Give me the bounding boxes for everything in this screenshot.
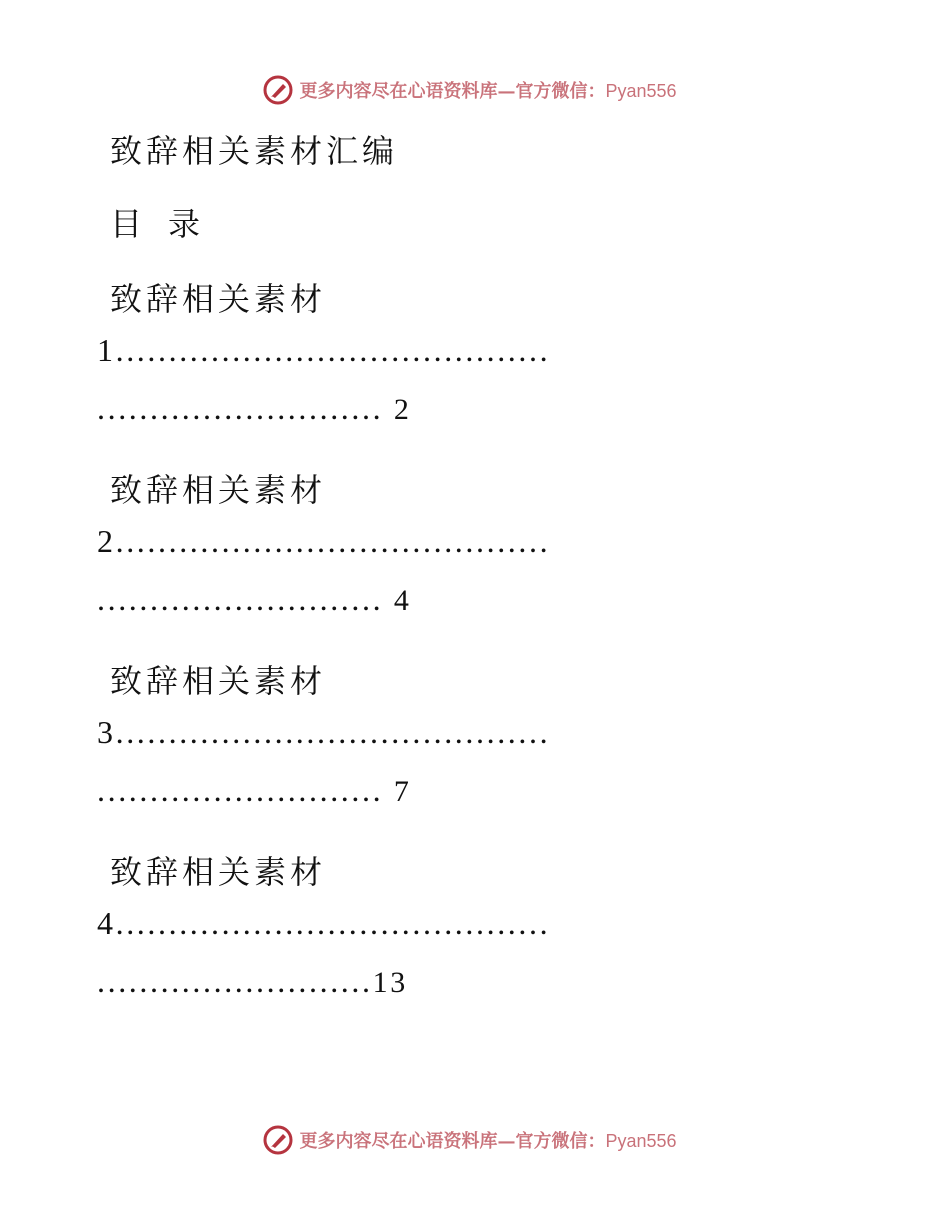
pen-logo-icon <box>263 75 293 105</box>
toc-entry-1-number-leader[interactable]: 1......................................... <box>97 332 551 368</box>
toc-entry-4-title[interactable]: 致辞相关素材 <box>110 853 327 891</box>
pen-logo-icon <box>263 1125 293 1155</box>
toc-entry-1-title[interactable]: 致辞相关素材 <box>110 280 327 318</box>
toc-entry-2-number-leader[interactable]: 2......................................... <box>97 523 551 559</box>
watermark-text: 更多内容尽在心语资料库—官方微信：Pyan556 <box>299 81 677 102</box>
toc-entry-2-title[interactable]: 致辞相关素材 <box>110 471 327 509</box>
toc-entry-4-leader[interactable]: ..........................13 <box>97 963 408 999</box>
document-title: 致辞相关素材汇编 <box>110 132 399 170</box>
header-watermark <box>0 70 950 110</box>
toc-entry-1-leader[interactable]: ........................... 2 <box>97 390 412 426</box>
toc-heading: 目 录 <box>110 205 201 243</box>
toc-entry-3-page: 7 <box>393 775 412 808</box>
toc-entry-2-page: 4 <box>393 584 412 617</box>
footer-watermark <box>0 1120 950 1160</box>
watermark-text: 更多内容尽在心语资料库—官方微信：Pyan556 <box>299 1131 677 1152</box>
toc-entry-3-leader[interactable]: ........................... 7 <box>97 772 412 808</box>
toc-entry-4-page: 13 <box>372 966 408 999</box>
toc-entry-3-number-leader[interactable]: 3......................................... <box>97 714 551 750</box>
toc-entry-2-leader[interactable]: ........................... 4 <box>97 581 412 617</box>
toc-entry-4-number-leader[interactable]: 4......................................... <box>97 905 551 941</box>
toc-entry-3-title[interactable]: 致辞相关素材 <box>110 662 327 700</box>
toc-entry-1-page: 2 <box>393 393 412 426</box>
